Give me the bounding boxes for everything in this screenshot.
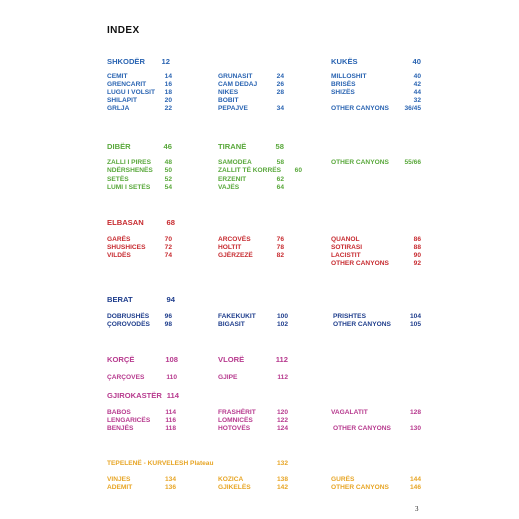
heading-region: GJIROKASTËR — [107, 391, 162, 400]
canyon-page: 102 — [276, 321, 288, 328]
canyon-page: 130 — [409, 425, 421, 432]
canyon-page: 146 — [409, 484, 421, 491]
canyon-name: ERZENIT — [218, 176, 247, 183]
canyon-name: LOMNICËS — [218, 417, 253, 424]
canyon-page: 110 — [166, 374, 177, 381]
canyon-name: FRASHËRIT — [218, 409, 256, 416]
canyon-page: 112 — [277, 374, 288, 381]
canyon-page: 100 — [276, 313, 288, 320]
canyon-name: NIKES — [218, 89, 239, 96]
canyon-page: 88 — [413, 244, 421, 251]
canyon-name: GRENCARIT — [107, 81, 147, 88]
heading-region: KORÇË — [107, 355, 135, 364]
page-title: INDEX — [107, 25, 140, 36]
canyon-name: CAM DEDAJ — [218, 81, 258, 88]
canyon-name: VAJËS — [218, 184, 240, 191]
canyon-name: ÇOROVODËS — [107, 321, 150, 328]
canyon-page: 70 — [164, 236, 172, 243]
canyon-page: 22 — [164, 105, 172, 112]
canyon-name: SETËS — [107, 176, 129, 183]
heading-page: 112 — [275, 355, 288, 364]
canyon-page: 26 — [276, 81, 284, 88]
canyon-page: 40 — [413, 73, 421, 80]
heading-region: ELBASAN — [107, 218, 144, 227]
canyon-name: OTHER CANYONS — [331, 159, 389, 166]
canyon-page: 50 — [164, 167, 172, 174]
heading-page: 94 — [166, 295, 175, 304]
canyon-page: 60 — [294, 167, 302, 174]
canyon-page: 76 — [276, 236, 284, 243]
canyon-name: LUMI I SETËS — [107, 184, 151, 191]
heading-page: 68 — [166, 218, 175, 227]
canyon-page: 34 — [276, 105, 284, 112]
canyon-name: QUANOL — [331, 236, 360, 243]
canyon-name: OTHER CANYONS — [331, 105, 389, 112]
heading-region: BERAT — [107, 295, 133, 304]
canyon-name: LUGU I VOLSIT — [107, 89, 155, 96]
heading-page: 12 — [161, 57, 170, 66]
heading-page: 46 — [163, 142, 172, 151]
canyon-name: PEPAJVE — [218, 105, 248, 112]
canyon-name: OTHER CANYONS — [331, 484, 389, 491]
heading-page: 58 — [275, 142, 284, 151]
heading-region: TEPELENË - KURVELESH Plateau — [107, 460, 214, 467]
canyon-name: FAKEKUKIT — [218, 313, 256, 320]
canyon-name: DOBRUSHËS — [107, 313, 150, 320]
canyon-name: GJIKELËS — [218, 484, 251, 491]
canyon-page: 105 — [409, 321, 421, 328]
canyon-page: 82 — [276, 252, 284, 259]
canyon-page: 52 — [164, 176, 172, 183]
canyon-name: OTHER CANYONS — [331, 260, 389, 267]
canyon-page: 64 — [276, 184, 284, 191]
canyon-page: 134 — [164, 476, 176, 483]
canyon-name: KOZICA — [218, 476, 244, 483]
heading-page: 40 — [412, 57, 421, 66]
canyon-name: HOTOVËS — [218, 425, 251, 432]
canyon-page: 20 — [164, 97, 172, 104]
canyon-page: 124 — [276, 425, 288, 432]
canyon-page: 142 — [276, 484, 288, 491]
heading-page: 132 — [276, 460, 288, 467]
canyon-page: 144 — [409, 476, 421, 483]
canyon-page: 120 — [276, 409, 288, 416]
canyon-page: 128 — [409, 409, 421, 416]
canyon-name: VINJES — [107, 476, 131, 483]
canyon-name: GRUNASIT — [218, 73, 253, 80]
canyon-page: 114 — [165, 409, 176, 416]
canyon-name: PRISHTES — [333, 313, 366, 320]
canyon-page: 18 — [164, 89, 172, 96]
heading-region: TIRANË — [218, 142, 247, 151]
canyon-name: GURËS — [331, 476, 355, 483]
canyon-page: 28 — [276, 89, 284, 96]
canyon-page: 92 — [413, 260, 421, 267]
page-number: 3 — [415, 505, 419, 513]
canyon-page: 116 — [165, 417, 176, 424]
canyon-name: ADEMIT — [107, 484, 133, 491]
canyon-name: ZALLIT TË KORRËS — [218, 167, 282, 174]
canyon-name: SHIZËS — [331, 89, 355, 96]
heading-region: DIBËR — [107, 142, 131, 151]
heading-region: KUKËS — [331, 57, 358, 66]
canyon-name: OTHER CANYONS — [333, 321, 391, 328]
canyon-page: 136 — [164, 484, 176, 491]
canyon-page: 62 — [276, 176, 284, 183]
canyon-name: VAGALATIT — [331, 409, 368, 416]
canyon-name: ZALLI I PIRES — [107, 159, 151, 166]
canyon-page: 16 — [164, 81, 172, 88]
canyon-name: SAMODEA — [218, 159, 252, 166]
canyon-name: NDËRSHENËS — [107, 167, 153, 174]
heading-page: 114 — [166, 391, 179, 400]
canyon-name: BENJËS — [107, 425, 134, 432]
canyon-name: CEMIT — [107, 73, 128, 80]
canyon-name: VILDËS — [107, 252, 131, 259]
canyon-page: 90 — [413, 252, 421, 259]
canyon-name: LACISTIT — [331, 252, 361, 259]
canyon-page: 74 — [164, 252, 172, 259]
canyon-page: 58 — [276, 159, 284, 166]
canyon-name: GRLJA — [107, 105, 130, 112]
heading-region: VLORË — [218, 355, 245, 364]
canyon-page: 138 — [276, 476, 288, 483]
canyon-page: 96 — [164, 313, 172, 320]
canyon-name: SHUSHICES — [107, 244, 146, 251]
canyon-name: GARËS — [107, 236, 131, 243]
canyon-page: 36/45 — [404, 105, 421, 112]
canyon-name: LENGARICËS — [107, 417, 151, 424]
canyon-page: 24 — [276, 73, 284, 80]
canyon-page: 48 — [164, 159, 172, 166]
canyon-page: 44 — [413, 89, 421, 96]
canyon-page: 118 — [165, 425, 176, 432]
canyon-page: 78 — [276, 244, 284, 251]
canyon-name: HOLTIT — [218, 244, 242, 251]
heading-page: 108 — [165, 355, 178, 364]
canyon-name: GJIPE — [218, 374, 238, 381]
canyon-page: 42 — [413, 81, 421, 88]
canyon-page: 104 — [409, 313, 421, 320]
canyon-page: 86 — [413, 236, 421, 243]
canyon-name: BRISËS — [331, 81, 356, 88]
canyon-page: 55/66 — [404, 159, 421, 166]
canyon-name: ARCOVËS — [218, 236, 251, 243]
canyon-page: 54 — [164, 184, 172, 191]
canyon-name: OTHER CANYONS — [333, 425, 391, 432]
canyon-name: MILLOSHIT — [331, 73, 367, 80]
canyon-name: BIGASIT — [218, 321, 245, 328]
canyon-page: 72 — [164, 244, 172, 251]
canyon-page: 98 — [164, 321, 172, 328]
canyon-page: 14 — [164, 73, 172, 80]
canyon-name: SHILAPIT — [107, 97, 138, 104]
canyon-name: BABOS — [107, 409, 131, 416]
canyon-name: SOTIRASI — [331, 244, 363, 251]
canyon-name: GJËRZEZË — [218, 252, 253, 259]
heading-region: SHKODËR — [107, 57, 145, 66]
canyon-name: BOBIT — [218, 97, 239, 104]
canyon-page: 122 — [276, 417, 288, 424]
canyon-name: ÇARÇOVES — [107, 374, 145, 381]
canyon-page: 32 — [413, 97, 421, 104]
